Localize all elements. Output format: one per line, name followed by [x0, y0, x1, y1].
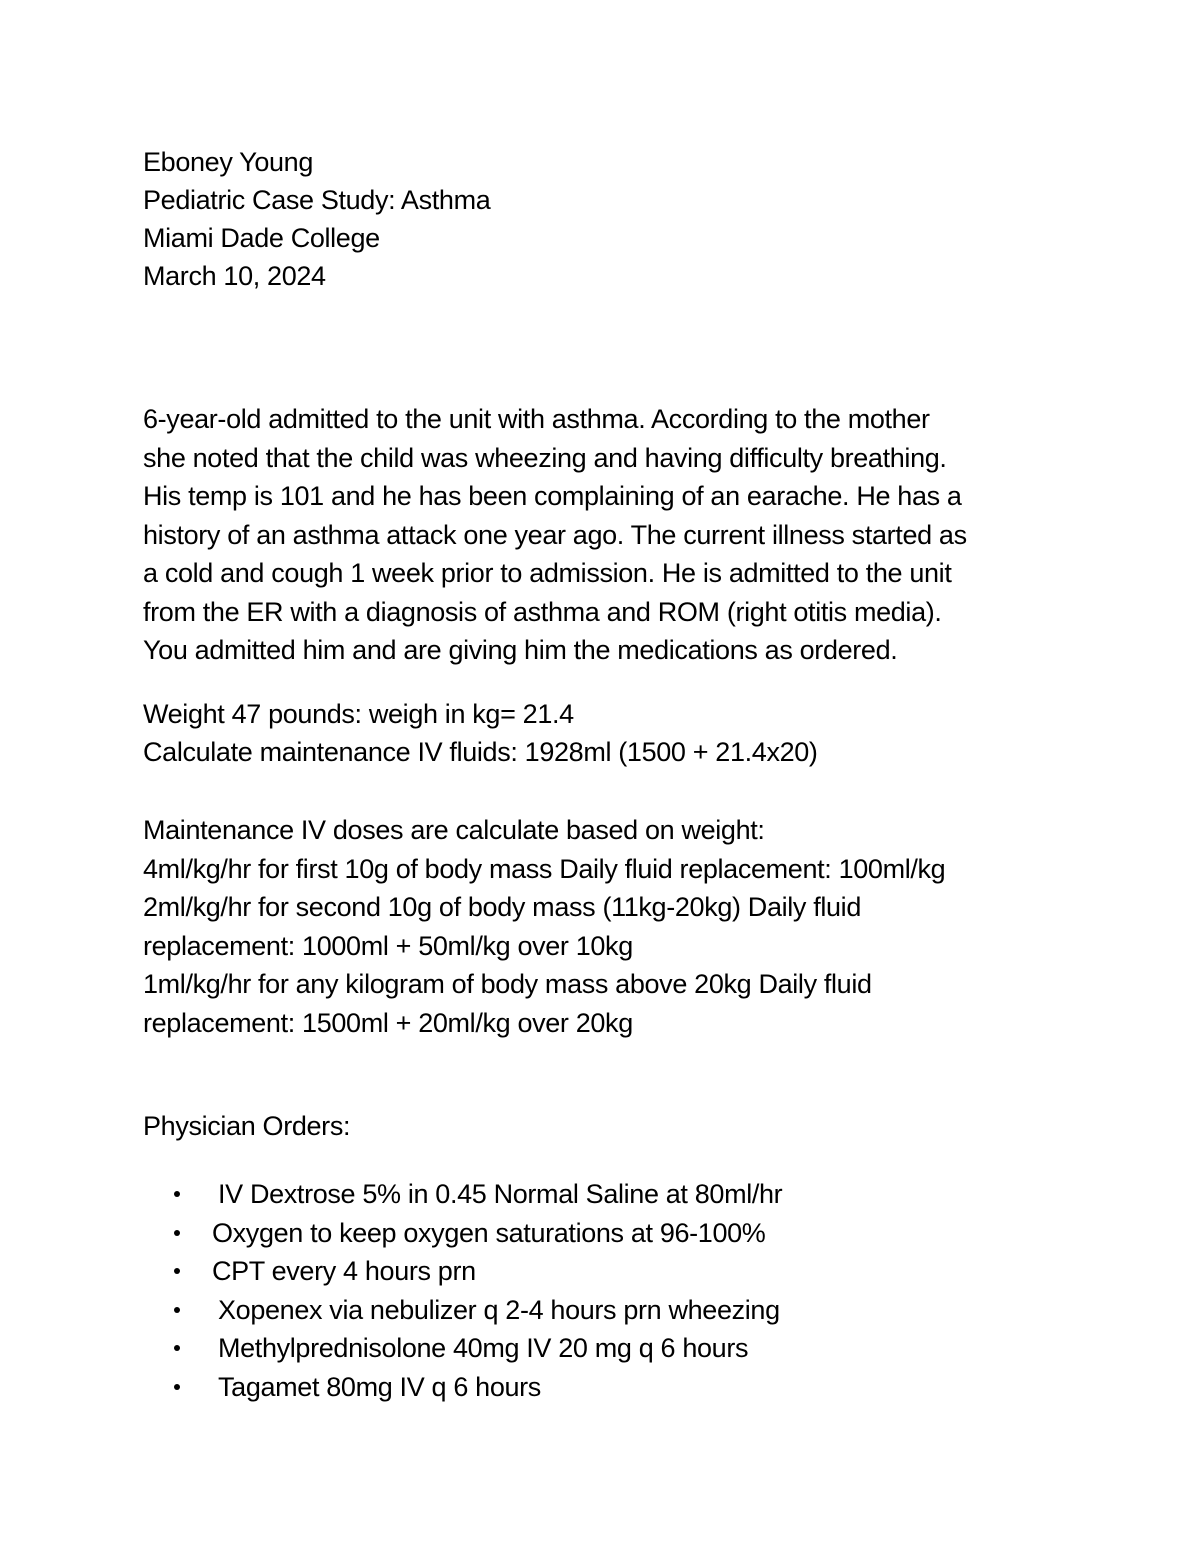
maintenance-line: Maintenance IV doses are calculate based on weight:	[143, 815, 765, 845]
order-text: IV Dextrose 5% in 0.45 Normal Saline at 80ml/hr	[218, 1179, 783, 1209]
bullet-icon	[174, 1307, 180, 1313]
iv-fluids-line: Calculate maintenance IV fluids: 1928ml (1500 + 21.4x20)	[143, 737, 818, 767]
order-text: Oxygen to keep oxygen saturations at 96-100%	[212, 1217, 766, 1248]
narrative-line: His temp is 101 and he has been complaining of an earache. He has a	[143, 481, 962, 511]
document-title: Pediatric Case Study: Asthma	[143, 185, 491, 215]
narrative-line: You admitted him and are giving him the medications as ordered.	[143, 635, 898, 665]
bullet-icon	[174, 1191, 180, 1197]
narrative-line: 6-year-old admitted to the unit with asthma. According to the mother	[143, 404, 930, 434]
maintenance-line: 4ml/kg/hr for first 10g of body mass Daily fluid replacement: 100ml/kg	[143, 853, 946, 884]
weight-line: Weight 47 pounds: weigh in kg= 21.4	[143, 699, 574, 729]
order-text: Xopenex via nebulizer q 2-4 hours prn wheezing	[218, 1294, 780, 1325]
order-text: Methylprednisolone 40mg IV 20 mg q 6 hours	[218, 1333, 749, 1363]
maintenance-line: 2ml/kg/hr for second 10g of body mass (11kg-20kg) Daily fluid	[143, 892, 861, 922]
bullet-icon	[174, 1345, 180, 1351]
maintenance-line: replacement: 1000ml + 50ml/kg over 10kg	[143, 930, 633, 961]
narrative-line: history of an asthma attack one year ago. The current illness started as	[143, 519, 967, 550]
narrative-line: she noted that the child was wheezing and having difficulty breathing.	[143, 442, 947, 473]
order-text: CPT every 4 hours prn	[212, 1256, 476, 1286]
narrative-line: from the ER with a diagnosis of asthma and ROM (right otitis media).	[143, 596, 942, 627]
maintenance-line: replacement: 1500ml + 20ml/kg over 20kg	[143, 1007, 633, 1038]
narrative-line: a cold and cough 1 week prior to admission. He is admitted to the unit	[143, 558, 952, 588]
bullet-icon	[174, 1268, 180, 1274]
orders-heading: Physician Orders:	[143, 1111, 351, 1141]
bullet-icon	[174, 1230, 180, 1236]
document-date: March 10, 2024	[143, 261, 326, 291]
maintenance-line: 1ml/kg/hr for any kilogram of body mass above 20kg Daily fluid	[143, 969, 872, 999]
school-name: Miami Dade College	[143, 223, 380, 253]
bullet-icon	[174, 1384, 180, 1390]
author-name: Eboney Young	[143, 147, 313, 177]
order-text: Tagamet 80mg IV q 6 hours	[218, 1371, 541, 1402]
